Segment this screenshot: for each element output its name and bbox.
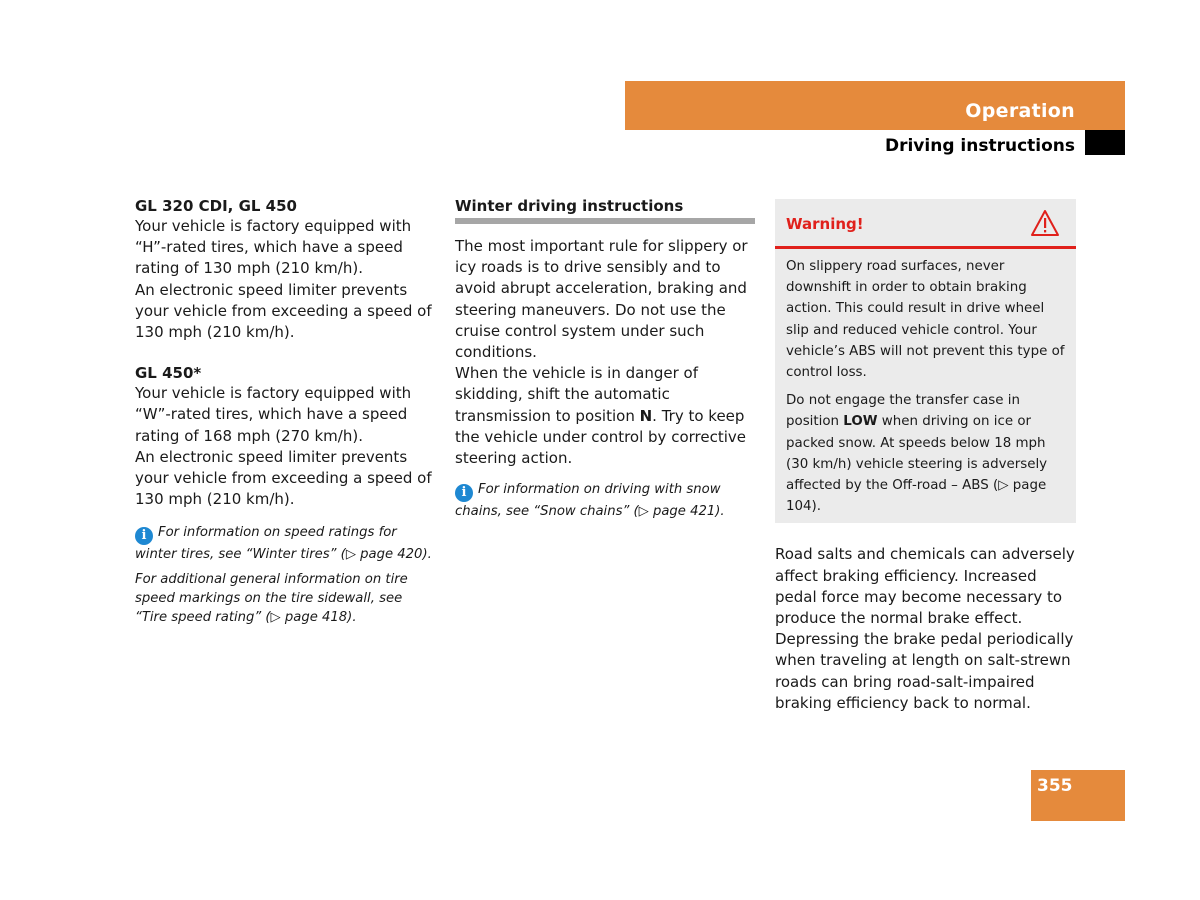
section-tab-marker bbox=[1085, 130, 1125, 155]
warning-text-transfer-case bbox=[786, 390, 1065, 517]
note-tire-speed-rating: For additional general information on tire speed markings on the tire sidewall, see “Tire speed rating” (▷ page 418). bbox=[135, 572, 408, 626]
paragraph-brake-pedal: Depressing the brake pedal periodically when traveling at length on salt-strewn roads can bring road-salt-impaired braking efficiency back to normal. bbox=[775, 630, 1074, 712]
subsection-title: Driving instructions bbox=[884, 136, 1075, 156]
paragraph-speed-limiter-1: An electronic speed limiter prevents your vehicle from exceeding a speed of 130 mph (210 km/h). bbox=[135, 280, 432, 342]
warning-triangle-icon bbox=[1030, 209, 1060, 237]
paragraph-skidding bbox=[455, 363, 755, 469]
warning-text-2a: Do not engage the transfer case in position bbox=[786, 393, 1020, 430]
skidding-text-1: When the vehicle is in danger of skidding, shift the automatic transmission to position bbox=[455, 364, 698, 425]
heading-rule bbox=[455, 218, 755, 224]
warning-text-2b: when driving on ice or packed snow. At speeds below 18 mph (30 km/h) vehicle steering is adversely affected by the Off-road – ABS (▷ page 104). bbox=[786, 414, 1048, 515]
warning-title: Warning! bbox=[786, 215, 864, 233]
paragraph-w-rated-tires: Your vehicle is factory equipped with “W”-rated tires, which have a speed rating of 168 mph (270 km/h). bbox=[135, 384, 412, 445]
heading-gl450-star: GL 450* bbox=[135, 364, 202, 383]
info-icon: i bbox=[135, 527, 153, 545]
warning-text-downshift: On slippery road surfaces, never downshift in order to obtain braking action. This could result in drive wheel slip and reduced vehicle control. Your vehicle’s ABS will not prevent this type of control loss. bbox=[786, 259, 1065, 381]
column-middle bbox=[455, 196, 755, 521]
note-snow-chains-text: For information on driving with snow chains, see “Snow chains” (▷ page 421). bbox=[455, 482, 725, 520]
note-winter-tires-text: For information on speed ratings for winter tires, see “Winter tires” (▷ page 420). bbox=[135, 525, 432, 563]
paragraph-road-salts: Road salts and chemicals can adversely affect braking efficiency. Increased pedal force may become necessary to produce the normal brake effect. bbox=[775, 545, 1075, 628]
paragraph-h-rated-tires: Your vehicle is factory equipped with “H”-rated tires, which have a speed rating of 130 mph (210 km/h). bbox=[135, 217, 412, 278]
info-note-winter-tires bbox=[135, 523, 435, 564]
column-left bbox=[135, 196, 435, 627]
warning-header bbox=[775, 199, 1076, 249]
transfer-case-low: LOW bbox=[843, 414, 878, 430]
skidding-text-2: . Try to keep the vehicle under control by corrective steering action. bbox=[455, 406, 746, 468]
info-note-snow-chains bbox=[455, 480, 755, 521]
gear-position-n: N bbox=[639, 406, 653, 425]
heading-winter-driving: Winter driving instructions bbox=[455, 197, 684, 215]
paragraph-speed-limiter-2: An electronic speed limiter prevents your vehicle from exceeding a speed of 130 mph (210 km/h). bbox=[135, 447, 432, 509]
warning-box bbox=[775, 199, 1076, 523]
heading-gl320-gl450: GL 320 CDI, GL 450 bbox=[135, 197, 297, 215]
page-number: 355 bbox=[1037, 776, 1073, 796]
column-right bbox=[775, 196, 1076, 714]
section-title: Operation bbox=[965, 100, 1075, 122]
info-icon: i bbox=[455, 484, 473, 502]
paragraph-slippery-roads: The most important rule for slippery or icy roads is to drive sensibly and to avoid abrupt acceleration, braking and steering maneuvers. Do not use the cruise control system under such conditions. bbox=[455, 237, 748, 362]
